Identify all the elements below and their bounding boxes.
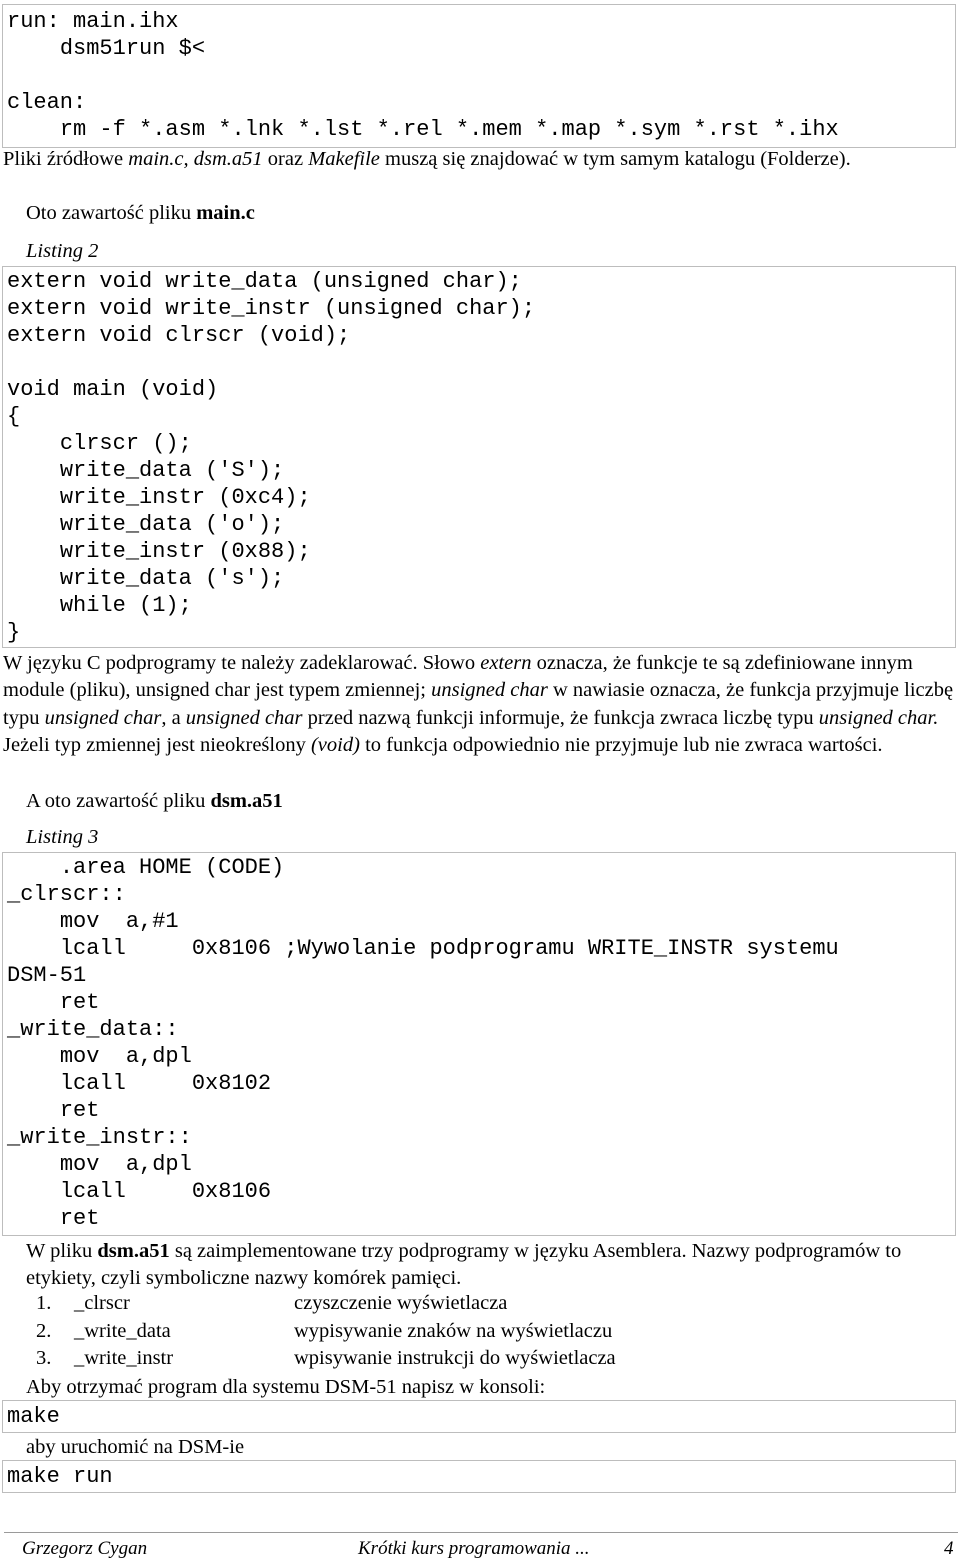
makefile-code: run: main.ihx dsm51run $< clean: rm -f *.asm *.lnk *.lst *.rel *.mem *.map *.sym *.rst *.ihx [7, 9, 839, 142]
list-item-desc: czyszczenie wyświetlacza [294, 1292, 508, 1314]
list-item-name: _clrscr [74, 1292, 130, 1314]
paragraph-source-files: Pliki źródłowe main.c, dsm.a51 oraz Makefile muszą się znajdować w tym samym katalogu (Folderze). [3, 148, 851, 170]
list-item-name: _write_instr [74, 1347, 174, 1369]
footer-page-number: 4 [944, 1538, 954, 1559]
command-make: make [7, 1404, 60, 1429]
command-make-run-box [2, 1460, 956, 1493]
listing-2-code-box [2, 266, 956, 648]
makefile-code-box [2, 4, 956, 148]
paragraph-subroutines: W pliku dsm.a51 są zaimplementowane trzy podprogramy w języku Asemblera. Nazwy podprogramów to etykiety, czyli symboliczne nazwy komórek pamięci. [26, 1240, 902, 1290]
command-make-run: make run [7, 1464, 113, 1489]
paragraph-dsm-a51-intro: A oto zawartość pliku dsm.a51 [26, 790, 283, 812]
listing-3-code: .area HOME (CODE) _clrscr:: mov a,#1 lcall 0x8106 ;Wywolanie podprogramu WRITE_INSTR systemu DSM-51 ret _write_data:: mov a,dpl lcall 0x8102 ret _write_instr:: mov a,dpl lcall 0x8106 ret [7, 855, 839, 1231]
paragraph-extern-explanation: W języku C podprogramy te należy zadeklarować. Słowo extern oznacza, że funkcje te są zdefiniowane innym module (pliku), unsigned char jest typem zmiennej; unsigned char w nawiasie oznacza, że funkcja przyjmuje liczbę typu unsigned char, a unsigned char przed nazwą funkcji informuje, że funkcja zwraca liczbę typu unsigned char. Jeżeli typ zmiennej jest nieokreślony (void) to funkcja odpowiednio nie przyjmuje lub nie zwraca wartości. [3, 652, 954, 756]
listing-2-code: extern void write_data (unsigned char); extern void write_instr (unsigned char); extern void clrscr (void); void main (void) { clrscr (); write_data ('S'); write_instr (0xc4); write_data ('o'); write_instr (0x88); write_data ('s'); while (1); } [7, 269, 536, 645]
footer-author: Grzegorz Cygan [22, 1538, 148, 1559]
list-item-desc: wpisywanie instrukcji do wyświetlacza [294, 1347, 616, 1369]
list-item-desc: wypisywanie znaków na wyświetlaczu [294, 1320, 613, 1342]
list-item: 2. [36, 1320, 52, 1342]
listing-3-code-box [2, 852, 956, 1236]
listing-2-caption: Listing 2 [26, 240, 99, 262]
footer-title: Krótki kurs programowania ... [358, 1538, 590, 1559]
paragraph-console-instruction: Aby otrzymać program dla systemu DSM-51 napisz w konsoli: [26, 1376, 546, 1398]
listing-3-caption: Listing 3 [26, 826, 99, 848]
command-make-box [2, 1400, 956, 1433]
list-item-name: _write_data [74, 1320, 171, 1342]
list-item: 1. [36, 1292, 52, 1314]
paragraph-main-c-intro: Oto zawartość pliku main.c [26, 202, 255, 224]
paragraph-run-instruction: aby uruchomić na DSM-ie [26, 1436, 245, 1458]
list-item: 3. [36, 1347, 52, 1369]
footer-divider [4, 1532, 958, 1533]
